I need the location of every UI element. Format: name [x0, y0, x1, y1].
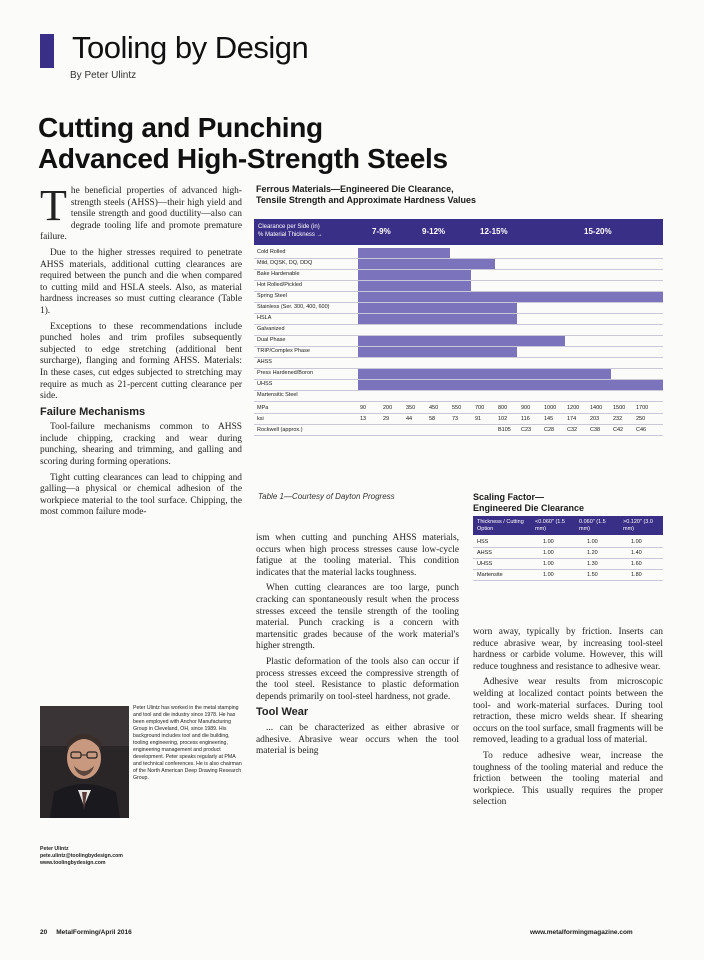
- scaling-table-cell: AHSS: [477, 550, 492, 556]
- table1-value-cell: C46: [636, 427, 647, 433]
- clearance-bar: [358, 369, 611, 379]
- footer-website[interactable]: www.metalformingmagazine.com: [530, 929, 633, 936]
- scaling-table-cell: 1.00: [543, 561, 554, 567]
- table1-value-cell: 116: [521, 416, 530, 422]
- paragraph: ism when cutting and punching AHSS materials, occurs when high process stresses cause low-cycle fatigue at the tooling material. This condition indicates that the material lacks toughness.: [256, 533, 459, 578]
- table1-header-label-2: % Material Thickness →: [258, 232, 323, 238]
- author-contact: [40, 846, 245, 867]
- table1-row-label: Cold Rolled: [257, 249, 286, 255]
- headline-line-1: Cutting and Punching: [38, 112, 323, 143]
- table1-value-cell: 44: [406, 416, 413, 422]
- author-photo: [40, 706, 129, 818]
- scaling-title-line-1: Scaling Factor—: [473, 492, 545, 502]
- table1-row-label: Hot Rolled/Pickled: [257, 282, 302, 288]
- clearance-bar: [358, 281, 471, 291]
- scaling-table-cell: 1.00: [543, 572, 554, 578]
- subhead-tool-wear: Tool Wear: [256, 706, 309, 719]
- table1-row-label: HSLA: [257, 315, 272, 321]
- table1-value-label: Rockwell (approx.): [257, 427, 303, 433]
- clearance-bar: [358, 259, 495, 269]
- drop-cap: T: [40, 181, 67, 230]
- table1-title-line-2: Tensile Strength and Approximate Hardness Values: [256, 195, 477, 205]
- table1-row-label: Spring Steel: [257, 293, 287, 299]
- table1-value-cell: 200: [383, 405, 393, 411]
- table1-value-cell: 90: [360, 405, 367, 411]
- article-column-middle: [256, 533, 459, 762]
- author-bio: [133, 705, 243, 782]
- table1-value-cell: 203: [590, 416, 600, 422]
- scaling-table-row: [473, 548, 663, 559]
- table1-value-row: [254, 403, 663, 414]
- table1-header-label-1: Clearance per Side (in): [258, 224, 320, 230]
- table1-value-cell: 800: [498, 405, 508, 411]
- table1-value-cell: C38: [590, 427, 601, 433]
- clearance-bar: [358, 248, 450, 258]
- clearance-bar: [358, 303, 517, 313]
- scaling-table-cell: 1.00: [543, 550, 554, 556]
- table1-col-header: 15-20%: [584, 227, 612, 236]
- byline: By Peter Ulintz: [70, 70, 137, 81]
- clearance-bar: [358, 314, 517, 324]
- table1-col-header: 12-15%: [480, 227, 508, 236]
- table1-value-cell: C42: [613, 427, 624, 433]
- table1-title: [256, 184, 556, 206]
- article-column-right: [473, 627, 663, 813]
- table1-row-label: Dual Phase: [257, 337, 286, 343]
- scaling-table-cell: 1.00: [587, 539, 598, 545]
- paragraph: To reduce adhesive wear, increase the toughness of the tooling material and reduce the friction between the tooling material and workpiece. This usually requires the proper selection: [473, 750, 663, 808]
- scaling-col-header: 0.060" (1.5 mm): [579, 519, 606, 532]
- paragraph: Exceptions to these recommendations include punched holes and trim profiles subsequently subjected to edge stretching (additional bent surcharge), flanging and forming AHSS. Materials: In these cases, cut edges subjected to stretching may require as much as 21-percent cutting clearance per side.: [40, 321, 242, 402]
- scaling-table-row: [473, 537, 663, 548]
- clearance-bar: [358, 380, 663, 390]
- scaling-table-cell: 1.00: [543, 539, 554, 545]
- table1-row-label: Martensitic Steel: [257, 392, 298, 398]
- clearance-bar: [358, 270, 471, 280]
- bio-text: Peter Ulintz has worked in the metal stamping and tool and die industry since 1978. He has been employed with Anchor Manufacturing Group in Cleveland, OH, since 1989. His background includes tool and die building, tooling engineering, process engineering, engineering management and product development. Peter speaks regularly at PMA and technical conferences. He is also chairman of the North American Deep Drawing Research Group.: [133, 705, 242, 781]
- table1-header-label: [258, 223, 323, 239]
- scaling-col-header: >0.120" (3.0 mm): [623, 519, 653, 532]
- scaling-table-header: [473, 516, 663, 535]
- scaling-title-line-2: Engineered Die Clearance: [473, 503, 585, 513]
- clearance-bar: [358, 336, 565, 346]
- table1-value-cell: C23: [521, 427, 532, 433]
- paragraph: Tool-failure mechanisms common to AHSS include chipping, cracking and wear during punching, shearing and trimming, and galling and scoring during forming operations.: [40, 422, 242, 468]
- scaling-table-row: [473, 559, 663, 570]
- table1-value-cell: 1000: [544, 405, 557, 411]
- paragraph: Adhesive wear results from microscopic welding at localized contact points between the tool- and work-material surfaces. During tool retraction, these micro welds shear. If shearing occurs on the tool surface, small fragments will be removed, leading to a gradual loss of material.: [473, 677, 663, 746]
- clearance-table: [254, 219, 663, 480]
- table1-value-cell: 1500: [613, 405, 626, 411]
- table1-row-label: TRIP/Complex Phase: [257, 348, 310, 354]
- scaling-table-cell: 1.50: [587, 572, 598, 578]
- table1-value-cell: C32: [567, 427, 578, 433]
- footer-page-info: 20 MetalForming/April 2016: [40, 929, 132, 936]
- table1-row-label: Stainless (Ser. 300, 400, 600): [257, 304, 330, 310]
- section-color-bar: [40, 34, 54, 68]
- table1-value-cell: 232: [613, 416, 623, 422]
- table1-value-cell: 450: [429, 405, 439, 411]
- table1-value-cell: 250: [636, 416, 646, 422]
- section-title: Tooling by Design: [72, 30, 309, 65]
- table1-value-cell: 102: [498, 416, 508, 422]
- clearance-bar: [358, 292, 663, 302]
- table1-row-label: UHSS: [257, 381, 273, 387]
- table1-value-cell: 1200: [567, 405, 580, 411]
- table1-caption: Table 1—Courtesy of Dayton Progress: [258, 492, 395, 501]
- table1-title-line-1: Ferrous Materials—Engineered Die Clearance,: [256, 184, 454, 194]
- scaling-table-cell: 1.80: [631, 572, 642, 578]
- table1-value-cell: 13: [360, 416, 367, 422]
- article-column-left: [40, 181, 242, 523]
- author-website[interactable]: www.toolingbydesign.com: [40, 860, 106, 866]
- table1-row-label: Galvanized: [257, 326, 285, 332]
- scaling-col-header: <0.060" (1.5 mm): [535, 519, 565, 532]
- author-name: Peter Ulintz: [40, 846, 69, 852]
- table1-row: [254, 390, 663, 402]
- paragraph: he beneficial properties of advanced high-strength steels (AHSS)—their high yield and tensile strength and good ductility—also can degrade tooling life and promote premature failure.: [40, 186, 242, 243]
- scaling-table-row: [473, 570, 663, 581]
- table1-value-label: MPa: [257, 405, 269, 411]
- paragraph: When cutting clearances are too large, punch cracking can spontaneously result when the process stresses exceed the tensile strength of the tooling material. Punch cracking is a concern with martensitic grades because of the work material's higher strength.: [256, 583, 459, 652]
- table1-row-label: AHSS: [257, 359, 272, 365]
- table1-value-cell: 900: [521, 405, 531, 411]
- scaling-table-cell: 1.40: [631, 550, 642, 556]
- table1-value-cell: 174: [567, 416, 577, 422]
- table1-value-cell: 29: [383, 416, 390, 422]
- paragraph: Tight cutting clearances can lead to chipping and galling—a physical or chemical adhesion of the workpiece material to the tool surface. Chipping, the most common failure mode-: [40, 472, 242, 518]
- table1-col-header: 7-9%: [372, 227, 391, 236]
- table1-value-cell: 145: [544, 416, 554, 422]
- paragraph: Due to the higher stresses required to penetrate AHSS materials, additional cutting clearances are required between the punch and die when compared to cutting mild and HSLA steels. Also, as material hardness increases so must cutting clearance (Table 1).: [40, 247, 242, 316]
- scaling-table-title: [473, 492, 584, 514]
- table1-value-cell: 91: [475, 416, 482, 422]
- table1-value-cell: 58: [429, 416, 436, 422]
- paragraph: worn away, typically by friction. Inserts can reduce abrasive wear, by increasing tool-steel hardness or carbide volume. However, this will reduce toughness and resistance to adhesive wear.: [473, 627, 663, 672]
- table1-value-cell: 550: [452, 405, 462, 411]
- table1-row-label: Press Hardened/Boron: [257, 370, 313, 376]
- scaling-table-cell: 1.60: [631, 561, 642, 567]
- table1-header: [254, 219, 663, 245]
- scaling-table-cell: 1.00: [631, 539, 642, 545]
- table1-row-label: Mild, DQSK, DQ, DDQ: [257, 260, 313, 266]
- paragraph: ... can be characterized as either abrasive or adhesive. Abrasive wear occurs when the tool material is being: [256, 722, 459, 757]
- scaling-table-cell: UHSS: [477, 561, 493, 567]
- table1-value-cell: B105: [498, 427, 511, 433]
- author-email[interactable]: pete.ulintz@toolingbydesign.com: [40, 853, 123, 859]
- headline-line-2: Advanced High-Strength Steels: [38, 143, 448, 174]
- scaling-table-cell: Martensite: [477, 572, 503, 578]
- table1-value-cell: 350: [406, 405, 416, 411]
- table1-value-row: [254, 414, 663, 425]
- table1-value-cell: 1400: [590, 405, 603, 411]
- table1-value-cell: 1700: [636, 405, 649, 411]
- table1-row-label: Bake Hardenable: [257, 271, 300, 277]
- table1-value-cell: 700: [475, 405, 485, 411]
- subhead-failure-mechanisms: Failure Mechanisms: [40, 405, 146, 418]
- scaling-col-header: Thickness / Cutting Option: [477, 519, 524, 532]
- scaling-table-cell: 1.20: [587, 550, 598, 556]
- headline: [38, 112, 448, 174]
- table1-value-row: [254, 425, 663, 436]
- paragraph: Plastic deformation of the tools also can occur if process stresses exceed the compressive strength of the tool steel. Resistance to plastic deformation depends primarily on tool-steel hardness, not grade.: [256, 656, 459, 702]
- table1-value-cell: C28: [544, 427, 555, 433]
- table1-value-cell: 73: [452, 416, 459, 422]
- scaling-table-cell: HSS: [477, 539, 489, 545]
- clearance-bar: [358, 347, 517, 357]
- scaling-table-cell: 1.30: [587, 561, 598, 567]
- table1-value-label: ksi: [257, 416, 264, 422]
- table1-col-header: 9-12%: [422, 227, 446, 236]
